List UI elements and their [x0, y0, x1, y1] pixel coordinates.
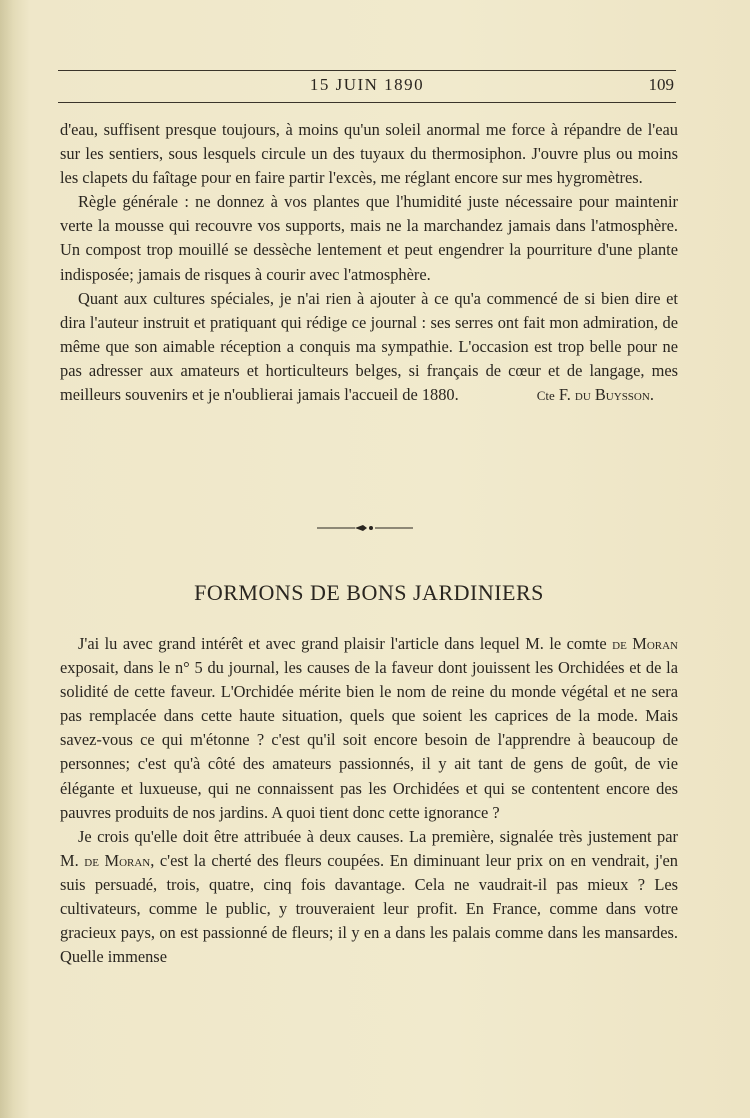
article-body	[60, 632, 678, 969]
person-name: de Moran	[612, 634, 678, 653]
header-rule-top	[58, 70, 676, 71]
paragraph: Règle générale : ne donnez à vos plantes que l'humidité juste nécessaire pour maintenir verte la mousse qui recouvre vos supports, mais ne la marchandez jamais dans l'atmosphère. Un compost trop mouillé se dessèche lentement et peut engendrer la pourriture d'une plante indisposée; jamais de risques à courir avec l'atmosphère.	[60, 192, 678, 284]
paragraph: d'eau, suffisent presque toujours, à moins qu'un soleil anormal me force à répandre de l'eau sur les sentiers, sous lesquels circule un des tuyaux du thermosiphon. J'ouvre plus ou moins les clapets du faîtage pour en faire partir l'excès, me réglant encore sur mes hygromètres.	[60, 120, 678, 188]
paragraph-text: , c'est la cherté des fleurs coupées. En diminuant leur prix on en vendrait, j'en suis persuadé, trois, quatre, cinq fois davantage. Cela ne vaudrait-il pas mieux ? Les cultivateurs, comme le public, y trouveraient leur profit. En France, comme dans votre gracieux pays, on est passionné de fleurs; il y en a dans les palais comme dans les mansardes. Quelle immense	[60, 850, 678, 967]
signature-name: F. du Buysson.	[558, 385, 654, 405]
running-header-date: 15 JUIN 1890	[309, 75, 425, 94]
paragraph-text: Quant aux cultures spéciales, je n'ai rien à ajouter à ce qu'a commencé de si bien dire et dira l'auteur instruit et pratiquant qui rédige ce journal : ses serres ont fait mon admiration, de même que son aimable réception a conquis ma sympathie. L'occasion est trop belle pour ne pas adresser aux amateurs et horticulteurs belges, si français de cœur et de langage, mes meilleurs souvenirs et je n'oublierai jamais l'accueil de 1880.	[60, 288, 678, 405]
paragraph	[60, 632, 678, 825]
header-rule-bottom	[58, 102, 676, 103]
person-name: de Moran	[84, 850, 151, 870]
paragraph	[60, 825, 678, 970]
article-title: FORMONS DE BONS JARDINIERS	[194, 580, 544, 605]
continued-article	[60, 118, 678, 408]
paragraph-text: Je crois qu'elle doit être attribuée à deux causes. La première, signalée très justement par M.	[60, 826, 678, 870]
signature	[519, 383, 654, 408]
paragraph-text: exposait, dans le n° 5 du journal, les causes de la faveur dont jouissent les Orchidées et de la solidité de cette faveur. L'Orchidée mérite bien le nom de reine du monde végétal et ne sera pas remplacée dans cette haute situation, quels que soient les caprices de la mode. Mais savez-vous ce qui m'étonne ? c'est qu'il soit encore besoin de l'apprendre à beaucoup de personnes; c'est qu'à côté des amateurs passionnés, il y ait tant de gens de goût, de vie élégante et luxueuse, qui ne connaissent pas les Orchidées et qui se contentent encore des pauvres produits de nos jardins. A quoi tient donc cette ignorance ?	[60, 658, 678, 822]
section-divider-ornament	[315, 523, 415, 533]
paragraph-text: J'ai lu avec grand intérêt et avec grand plaisir l'article dans lequel M. le comte	[78, 634, 613, 653]
signature-prefix: Cte	[536, 388, 555, 404]
page-number: 109	[648, 75, 674, 94]
paragraph	[60, 287, 678, 408]
